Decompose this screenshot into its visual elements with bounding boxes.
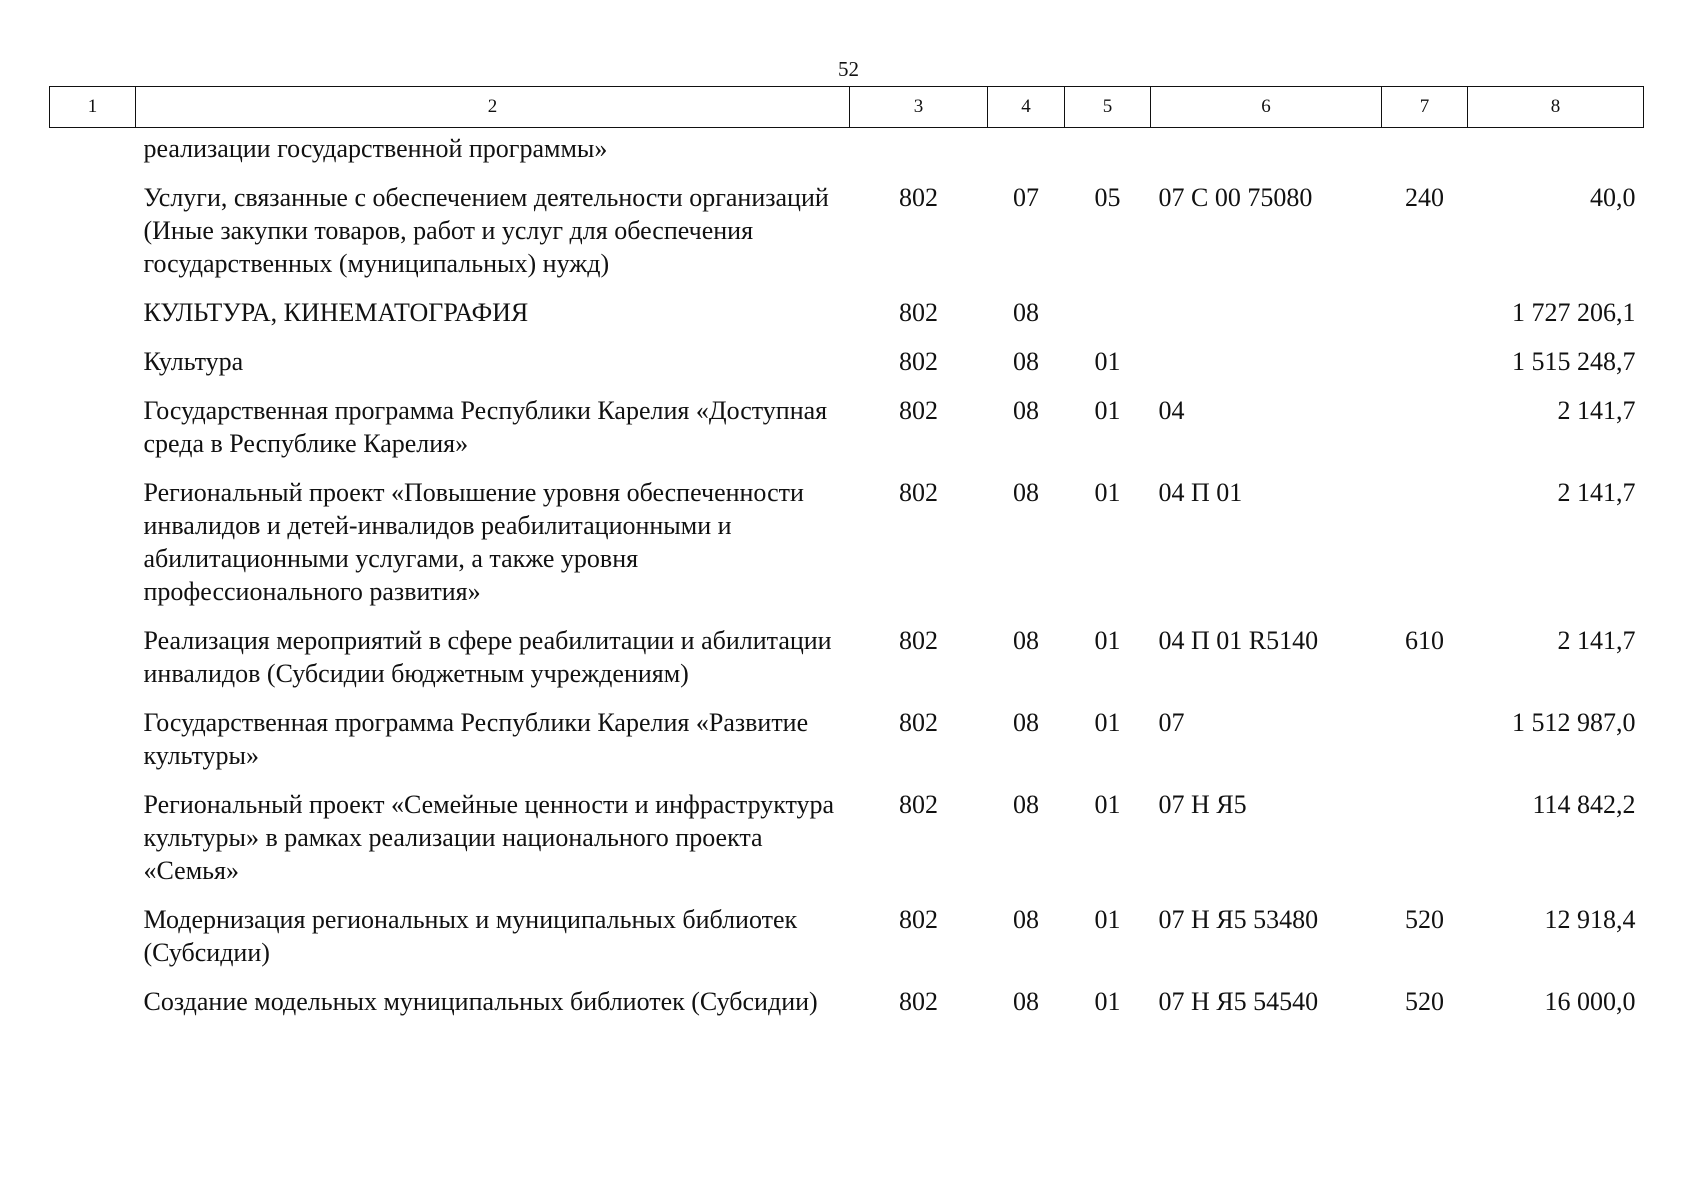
table-row xyxy=(50,384,1644,466)
row-section-code: 08 xyxy=(1013,905,1039,934)
row-section-code xyxy=(988,128,1065,172)
row-ministry-code: 802 xyxy=(899,626,938,655)
row-number-cell xyxy=(50,171,136,286)
row-subsection-code xyxy=(1065,286,1151,335)
row-amount: 2 141,7 xyxy=(1557,396,1636,425)
column-header: 4 xyxy=(988,87,1065,128)
row-target-code xyxy=(1151,335,1382,384)
row-ministry-code: 802 xyxy=(899,708,938,737)
row-name: Государственная программа Республики Карелия «Доступная среда в Республике Карелия» xyxy=(143,396,828,458)
row-ministry-code: 802 xyxy=(899,347,938,376)
row-number-cell xyxy=(50,778,136,893)
row-target-code: 07 Н Я5 54540 xyxy=(1158,987,1319,1016)
row-section-code: 08 xyxy=(1013,396,1039,425)
row-subsection-code: 05 xyxy=(1094,183,1121,212)
row-ministry-code: 802 xyxy=(899,298,938,327)
row-number-cell xyxy=(50,286,136,335)
row-name: Услуги, связанные с обеспечением деятельности организаций (Иные закупки товаров, работ и услуг для обеспечения государственных (муниципальных) нужд) xyxy=(143,183,829,278)
column-header: 8 xyxy=(1468,87,1644,128)
row-number-cell xyxy=(50,696,136,778)
row-amount: 40,0 xyxy=(1590,183,1636,212)
row-subsection-code: 01 xyxy=(1094,790,1121,819)
row-expense-type-code xyxy=(1382,696,1468,778)
table-row xyxy=(50,466,1644,614)
row-expense-type-code xyxy=(1382,466,1468,614)
row-section-code: 08 xyxy=(1013,347,1039,376)
row-subsection-code xyxy=(1065,128,1151,172)
row-amount: 114 842,2 xyxy=(1532,790,1636,819)
table-row xyxy=(50,128,1644,172)
row-name: Региональный проект «Повышение уровня обеспеченности инвалидов и детей-инвалидов реабилитационными и абилитационными услугами, а также уровня профессионального развития» xyxy=(143,478,804,606)
row-target-code: 04 П 01 xyxy=(1158,478,1243,507)
row-subsection-code: 01 xyxy=(1094,987,1121,1016)
row-expense-type-code xyxy=(1382,335,1468,384)
table-row xyxy=(50,286,1644,335)
row-subsection-code: 01 xyxy=(1094,347,1121,376)
row-section-code: 08 xyxy=(1013,626,1039,655)
row-subsection-code: 01 xyxy=(1094,905,1121,934)
row-target-code: 04 П 01 R5140 xyxy=(1158,626,1319,655)
row-name: Региональный проект «Семейные ценности и инфраструктура культуры» в рамках реализации национального проекта «Семья» xyxy=(143,790,835,885)
row-name: Реализация мероприятий в сфере реабилитации и абилитации инвалидов (Субсидии бюджетным учреждениям) xyxy=(143,626,832,688)
row-ministry-code: 802 xyxy=(899,905,938,934)
row-subsection-code: 01 xyxy=(1094,478,1121,507)
row-section-code: 08 xyxy=(1013,298,1039,327)
row-number-cell xyxy=(50,893,136,975)
row-section-code: 08 xyxy=(1013,987,1039,1016)
row-target-code xyxy=(1151,128,1382,172)
row-section-code: 08 xyxy=(1013,478,1039,507)
row-ministry-code: 802 xyxy=(899,790,938,819)
row-number-cell xyxy=(50,384,136,466)
row-name: Государственная программа Республики Карелия «Развитие культуры» xyxy=(143,708,809,770)
row-amount: 1 727 206,1 xyxy=(1512,298,1636,327)
row-subsection-code: 01 xyxy=(1094,396,1121,425)
row-amount: 1 515 248,7 xyxy=(1512,347,1636,376)
page-number: 52 xyxy=(838,57,859,81)
row-section-code: 08 xyxy=(1013,790,1039,819)
row-name: Культура xyxy=(143,347,244,376)
row-expense-type-code xyxy=(1382,778,1468,893)
row-target-code: 07 С 00 75080 xyxy=(1158,183,1313,212)
row-amount: 1 512 987,0 xyxy=(1512,708,1636,737)
table-row xyxy=(50,778,1644,893)
row-number-cell xyxy=(50,128,136,172)
row-target-code: 07 xyxy=(1158,708,1185,737)
row-subsection-code: 01 xyxy=(1094,626,1121,655)
row-ministry-code xyxy=(850,128,988,172)
budget-table xyxy=(49,86,1644,1024)
row-name: КУЛЬТУРА, КИНЕМАТОГРАФИЯ xyxy=(143,298,529,327)
row-number-cell xyxy=(50,975,136,1024)
row-expense-type-code xyxy=(1382,286,1468,335)
row-number-cell xyxy=(50,335,136,384)
column-header: 7 xyxy=(1382,87,1468,128)
row-name: Модернизация региональных и муниципальных библиотек (Субсидии) xyxy=(143,905,798,967)
row-ministry-code: 802 xyxy=(899,183,938,212)
row-subsection-code: 01 xyxy=(1094,708,1121,737)
column-header: 6 xyxy=(1151,87,1382,128)
column-header: 5 xyxy=(1065,87,1151,128)
row-amount: 2 141,7 xyxy=(1557,626,1636,655)
row-target-code: 07 Н Я5 xyxy=(1158,790,1247,819)
row-number-cell xyxy=(50,466,136,614)
column-header: 2 xyxy=(136,87,850,128)
row-target-code: 04 xyxy=(1158,396,1185,425)
row-expense-type-code: 610 xyxy=(1405,626,1444,655)
table-row xyxy=(50,696,1644,778)
row-target-code: 07 Н Я5 53480 xyxy=(1158,905,1319,934)
row-ministry-code: 802 xyxy=(899,987,938,1016)
column-header: 3 xyxy=(850,87,988,128)
row-amount: 16 000,0 xyxy=(1544,987,1636,1016)
row-expense-type-code xyxy=(1382,128,1468,172)
table-row xyxy=(50,975,1644,1024)
row-target-code xyxy=(1151,286,1382,335)
table-row xyxy=(50,614,1644,696)
row-name: Создание модельных муниципальных библиотек (Субсидии) xyxy=(143,987,818,1016)
table-row xyxy=(50,893,1644,975)
table-row xyxy=(50,335,1644,384)
row-section-code: 07 xyxy=(1013,183,1039,212)
row-expense-type-code: 240 xyxy=(1405,183,1444,212)
row-ministry-code: 802 xyxy=(899,478,938,507)
row-expense-type-code: 520 xyxy=(1405,987,1444,1016)
row-expense-type-code xyxy=(1382,384,1468,466)
row-number-cell xyxy=(50,614,136,696)
row-section-code: 08 xyxy=(1013,708,1039,737)
column-header: 1 xyxy=(50,87,136,128)
row-expense-type-code: 520 xyxy=(1405,905,1444,934)
row-name: реализации государственной программы» xyxy=(143,134,608,163)
row-ministry-code: 802 xyxy=(899,396,938,425)
row-amount: 2 141,7 xyxy=(1557,478,1636,507)
table-body xyxy=(50,128,1644,1025)
row-amount xyxy=(1468,128,1644,172)
table-row xyxy=(50,171,1644,286)
row-amount: 12 918,4 xyxy=(1544,905,1636,934)
column-number-header-row xyxy=(50,87,1644,128)
